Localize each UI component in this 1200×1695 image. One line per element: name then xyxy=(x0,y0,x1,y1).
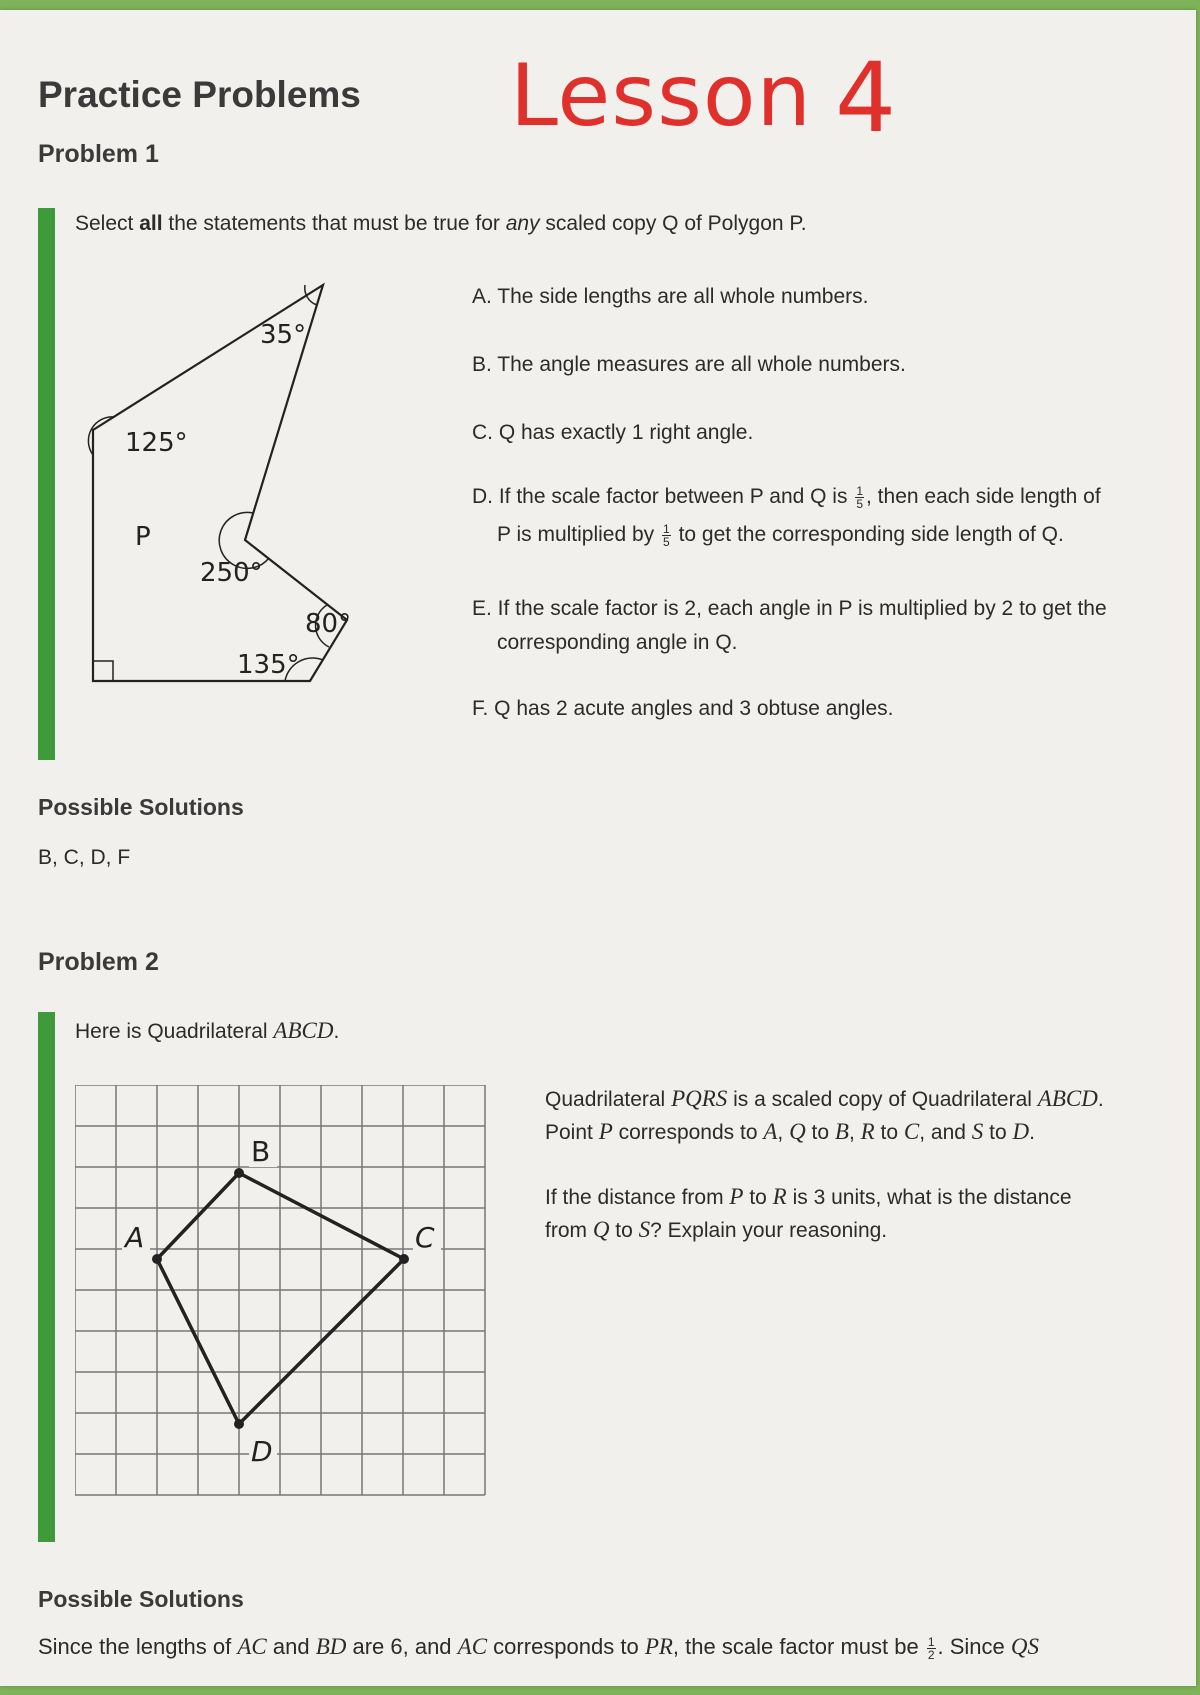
intro-text: Here is Quadrilateral xyxy=(75,1020,274,1043)
t: corresponds to xyxy=(487,1634,645,1659)
option-d-text-2: , then each side length of xyxy=(866,485,1101,508)
angle-label-135: 135° xyxy=(237,650,300,680)
t: to xyxy=(983,1121,1013,1145)
arc-35 xyxy=(305,285,317,305)
t: S xyxy=(638,1217,651,1243)
t: to xyxy=(874,1121,904,1145)
vertex-d-dot xyxy=(234,1419,244,1429)
problem-1-solutions: B, C, D, F xyxy=(38,846,131,869)
problem-2-heading: Problem 2 xyxy=(38,948,159,976)
t: and xyxy=(266,1634,316,1659)
problem-2-paragraph-1 xyxy=(545,1082,1104,1149)
vertex-label-c: C xyxy=(415,1221,435,1254)
option-f: F. Q has 2 acute angles and 3 obtuse angles. xyxy=(472,697,894,720)
frac-den-half: 2 xyxy=(927,1647,935,1662)
t: , the scale factor must be xyxy=(672,1634,925,1659)
intro-shape-name: ABCD xyxy=(273,1018,334,1043)
fraction-one-fifth xyxy=(855,485,864,510)
vertex-label-d: D xyxy=(251,1435,273,1468)
t: AC xyxy=(457,1634,488,1659)
frac-num-2: 1 xyxy=(663,521,670,536)
option-b: B. The angle measures are all whole numbers. xyxy=(472,353,906,376)
frac-num-half: 1 xyxy=(927,1634,935,1649)
t: S xyxy=(971,1119,984,1145)
problem-2-solutions xyxy=(38,1630,1039,1665)
t: are 6, and xyxy=(346,1634,458,1659)
angle-label-35: 35° xyxy=(260,320,307,350)
option-d-text-4: to get the corresponding side length of Q. xyxy=(678,523,1064,546)
fraction-one-half xyxy=(927,1636,936,1661)
problem-2-accent-bar xyxy=(38,1012,55,1542)
t: P xyxy=(598,1119,613,1145)
t: from xyxy=(545,1219,593,1243)
prompt-bold-all: all xyxy=(139,212,163,235)
t: to xyxy=(805,1121,835,1145)
angle-label-80: 80° xyxy=(305,609,352,639)
prompt-text-1: Select xyxy=(75,212,140,235)
t: AC xyxy=(237,1634,267,1659)
t: Quadrilateral xyxy=(545,1088,672,1111)
page-title: Practice Problems xyxy=(38,74,361,115)
t: BD xyxy=(315,1634,347,1659)
t: corresponds to xyxy=(612,1121,764,1145)
frac-den: 5 xyxy=(856,496,864,511)
t: R xyxy=(860,1119,875,1145)
option-d-line-1 xyxy=(472,480,1101,514)
intro-period: . xyxy=(333,1020,340,1043)
fraction-one-fifth-2 xyxy=(662,523,671,548)
option-c: C. Q has exactly 1 right angle. xyxy=(472,421,754,444)
t: to xyxy=(609,1219,639,1243)
t: PR xyxy=(644,1634,673,1659)
t: Point xyxy=(545,1121,599,1145)
vertex-a-dot xyxy=(152,1254,162,1264)
handwritten-lesson-word: Lesson xyxy=(510,46,813,146)
right-angle-mark xyxy=(93,661,113,681)
option-e-line-1: E. If the scale factor is 2, each angle in P is multiplied by 2 to get the xyxy=(472,597,1107,620)
t: Since the lengths of xyxy=(38,1634,238,1659)
problem-2-solutions-heading: Possible Solutions xyxy=(38,1586,244,1612)
vertex-label-b: B xyxy=(251,1135,271,1168)
para1-line-2 xyxy=(545,1115,1104,1148)
t: Q xyxy=(789,1119,806,1145)
t: . xyxy=(1029,1121,1035,1145)
worksheet-page xyxy=(0,10,1196,1686)
vertex-label-a: A xyxy=(125,1221,145,1254)
option-d-line-2 xyxy=(497,518,1064,552)
prompt-text-2: the statements that must be true for xyxy=(162,212,506,235)
option-d-text-3: P is multiplied by xyxy=(497,523,655,546)
t: Q xyxy=(592,1217,610,1243)
angle-label-250: 250° xyxy=(200,558,263,588)
para2-line-1 xyxy=(545,1180,1072,1213)
problem-1-accent-bar xyxy=(38,208,55,760)
t: PQRS xyxy=(671,1086,728,1111)
para1-line-1 xyxy=(545,1082,1104,1115)
problem-1-solutions-heading: Possible Solutions xyxy=(38,794,244,820)
polygon-label-p: P xyxy=(135,522,151,552)
t: ? Explain your reasoning. xyxy=(650,1219,888,1243)
t: is 3 units, what is the distance xyxy=(786,1186,1072,1209)
t: is a scaled copy of Quadrilateral xyxy=(727,1088,1038,1111)
t: , and xyxy=(919,1121,972,1145)
quadrilateral-grid-figure xyxy=(75,1085,495,1515)
option-d-text-1: D. If the scale factor between P and Q is xyxy=(472,485,848,508)
problem-1-prompt xyxy=(75,208,807,240)
t: D xyxy=(1012,1119,1030,1145)
t: If the distance from xyxy=(545,1186,730,1209)
polygon-p-figure xyxy=(85,275,405,695)
problem-2-paragraph-2 xyxy=(545,1180,1072,1247)
t: . Since xyxy=(937,1634,1011,1659)
t: A xyxy=(763,1119,778,1145)
option-a: A. The side lengths are all whole numbers. xyxy=(472,285,869,308)
t: ABCD xyxy=(1037,1086,1098,1111)
problem-2-intro xyxy=(75,1014,339,1049)
t: C xyxy=(903,1119,920,1145)
t: to xyxy=(743,1186,773,1209)
prompt-italic-any: any xyxy=(505,212,540,235)
grid-lines xyxy=(75,1085,485,1495)
t: . xyxy=(1097,1088,1104,1111)
vertex-c-dot xyxy=(399,1254,409,1264)
t: , xyxy=(777,1121,790,1145)
t: R xyxy=(772,1184,787,1209)
frac-den-2: 5 xyxy=(663,534,670,549)
t: QS xyxy=(1010,1634,1040,1659)
frac-num: 1 xyxy=(856,483,864,498)
vertex-b-dot xyxy=(234,1168,244,1178)
t: , xyxy=(848,1121,861,1145)
option-e-line-2: corresponding angle in Q. xyxy=(497,631,738,654)
problem-1-heading: Problem 1 xyxy=(38,140,159,168)
handwritten-lesson-number: 4 xyxy=(835,42,897,154)
para2-line-2 xyxy=(545,1213,1072,1246)
t: B xyxy=(834,1119,849,1145)
angle-label-125: 125° xyxy=(125,428,188,458)
t: P xyxy=(729,1184,744,1209)
prompt-text-3: scaled copy Q of Polygon P. xyxy=(539,212,807,235)
